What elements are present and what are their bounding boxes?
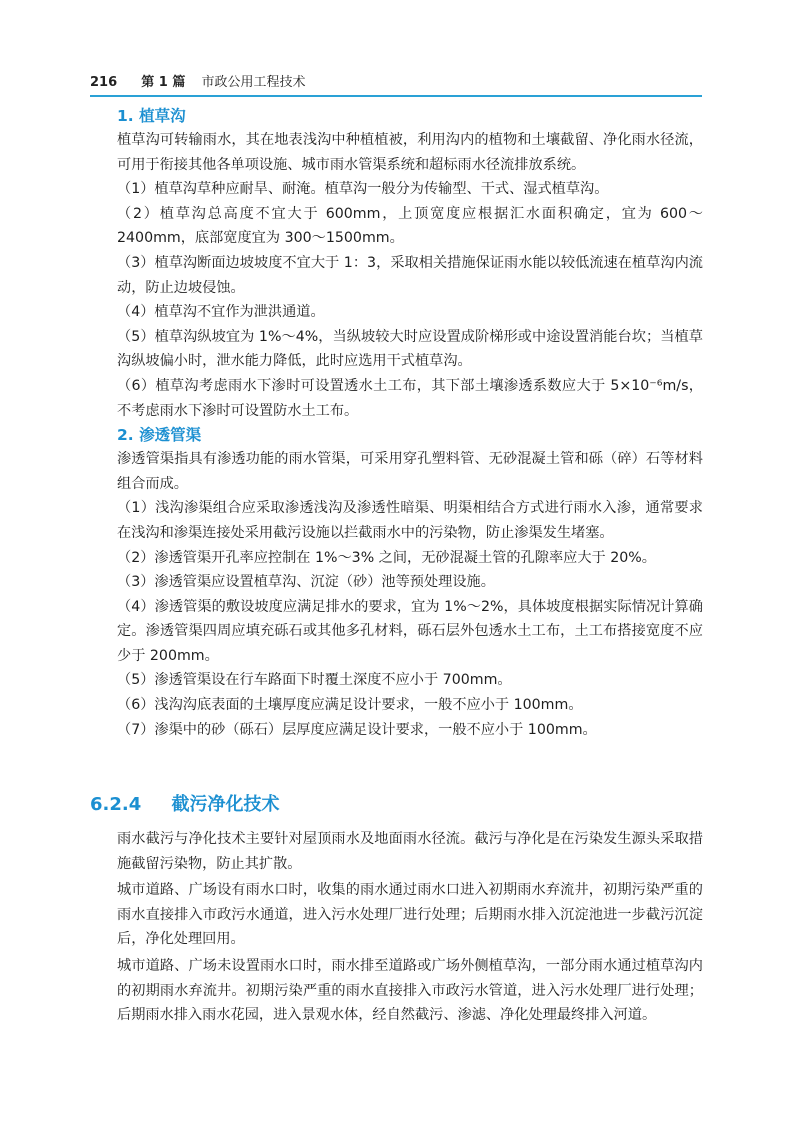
list-item: （1）植草沟草种应耐旱、耐淹。植草沟一般分为传输型、干式、湿式植草沟。: [117, 181, 609, 198]
paragraph: 雨水截污与净化技术主要针对屋顶雨水及地面雨水径流。截污与净化是在污染发生源头采取措施截留污染物，防止其扩散。: [117, 831, 703, 872]
section-heading: [90, 791, 702, 819]
part-title: 市政公用工程技术: [201, 75, 306, 90]
paragraph: 城市道路、广场设有雨水口时，收集的雨水通过雨水口进入初期雨水弃流井，初期污染严重的雨水直接排入市政污水通道，进入污水处理厂进行处理；后期雨水排入沉淀池进一步截污沉淀后，净化处理回用。: [117, 882, 703, 948]
list-item: （1）浅沟渗渠组合应采取渗透浅沟及渗透性暗渠、明渠相结合方式进行雨水入渗，通常要求在浅沟和渗渠连接处采用截污设施以拦截雨水中的污染物，防止渗渠发生堵塞。: [117, 500, 703, 541]
list-item: （3）植草沟断面边坡坡度不宜大于 1：3，采取相关措施保证雨水能以较低流速在植草沟内流动，防止边坡侵蚀。: [117, 254, 703, 296]
list-item: （5）渗透管渠设在行车路面下时覆土深度不应小于 700mm。: [117, 672, 512, 689]
list-item: （2）植草沟总高度不宜大于 600mm，上顶宽度应根据汇水面积确定，宜为 600～2400mm，底部宽度宜为 300～1500mm。: [117, 205, 703, 247]
subheading-infiltration-pipe: 2. 渗透管渠: [117, 426, 202, 445]
section-title: 截污净化技术: [171, 794, 280, 815]
list-item: （3）渗透管渠应设置植草沟、沉淀（砂）池等预处理设施。: [117, 574, 495, 591]
list-item: （6）植草沟考虑雨水下渗时可设置透水土工布，其下部土壤渗透系数应大于 5×10⁻⁶m/s，不考虑雨水下渗时可设置防水土工布。: [117, 377, 703, 419]
list-item: （4）渗透管渠的敷设坡度应满足排水的要求，宜为 1%～2%，具体坡度根据实际情况计算确定。渗透管渠四周应填充砾石或其他多孔材料，砾石层外包透水土工布，土工布搭接宽度不应少于 200mm。: [117, 598, 703, 664]
list-item: （5）植草沟纵坡宜为 1%～4%，当纵坡较大时应设置成阶梯形或中途设置消能台坎；当植草沟纵坡偏小时，泄水能力降低，此时应选用干式植草沟。: [117, 328, 703, 370]
section-number: 6.2.4: [90, 794, 142, 815]
part-label: 第 1 篇: [141, 75, 186, 90]
section-content: [117, 827, 703, 1028]
list-item: （2）渗透管渠开孔率应控制在 1%～3% 之间，无砂混凝土管的孔隙率应大于 20%。: [117, 549, 656, 566]
list-item: （4）植草沟不宜作为泄洪通道。: [117, 304, 325, 321]
page-header: [90, 73, 702, 95]
subheading-grass-swale: 1. 植草沟: [117, 107, 186, 125]
paragraph: 渗透管渠指具有渗透功能的雨水管渠，可采用穿孔塑料管、无砂混凝土管和砾（碎）石等材料组合而成。: [117, 451, 703, 492]
list-item: （7）渗渠中的砂（砾石）层厚度应满足设计要求，一般不应小于 100mm。: [117, 721, 597, 738]
paragraph: 城市道路、广场未设置雨水口时，雨水排至道路或广场外侧植草沟，一部分雨水通过植草沟内的初期雨水弃流井。初期污染严重的雨水直接排入市政污水管道，进入污水处理厂进行处理；后期雨水排入雨水花园，进入景观水体，经自然截污、渗滤、净化处理最终排入河道。: [117, 957, 703, 1024]
header-divider: [90, 95, 702, 97]
main-content: [117, 104, 703, 742]
page-number: 216: [90, 75, 118, 90]
list-item: （6）浅沟沟底表面的土壤厚度应满足设计要求，一般不应小于 100mm。: [117, 697, 583, 714]
paragraph: 植草沟可转输雨水，其在地表浅沟中种植植被，利用沟内的植物和土壤截留、净化雨水径流，可用于衔接其他各单项设施、城市雨水管渠系统和超标雨水径流排放系统。: [117, 132, 703, 173]
